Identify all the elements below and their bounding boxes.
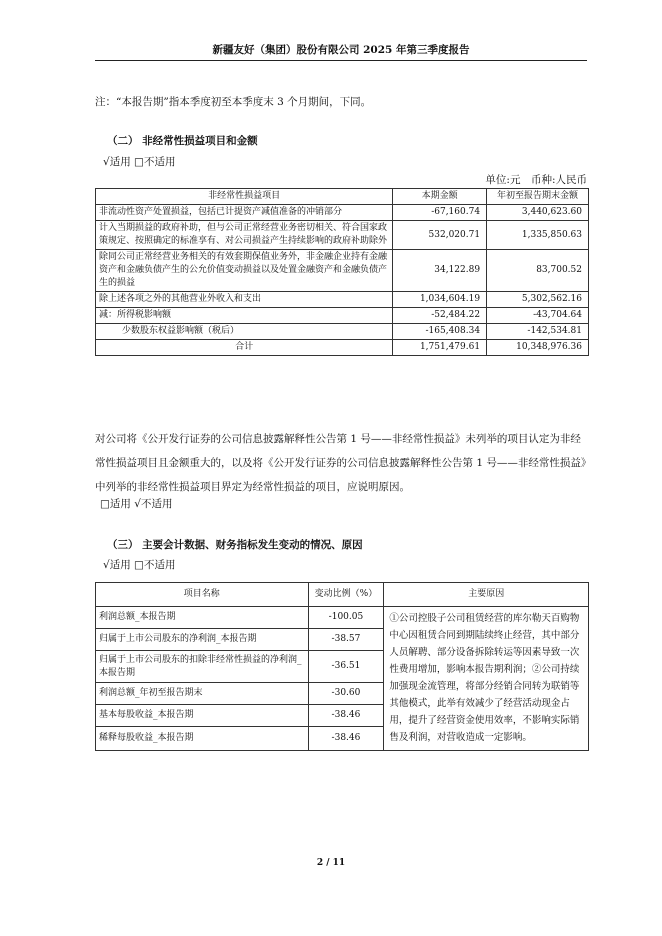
- row-ratio: -38.57: [308, 629, 384, 651]
- row-ytd: 10,348,976.36: [487, 340, 589, 356]
- nonrecurring-table: [95, 188, 589, 356]
- row-current: -52,484.22: [393, 308, 487, 324]
- period-note: 注：“本报告期”指本季度初至本季度末 3 个月期间，下同。: [95, 96, 372, 108]
- explanation-paragraph: 对公司将《公开发行证券的公司信息披露解释性公告第 1 号——非经常性损益》未列举的项目认定为非经常性损益项目且金额重大的，以及将《公开发行证券的公司信息披露解释性公告第 1 号——非经常性损益》中列举的非经常性损益项目界定为经常性损益的项目，应说明原因。: [95, 433, 587, 493]
- row-ratio: -38.46: [308, 705, 384, 727]
- row-item: 基本每股收益_本报告期: [96, 705, 309, 727]
- row-ratio: -30.60: [308, 683, 384, 705]
- page-number: 2 / 11: [316, 858, 346, 868]
- row-item: 归属于上市公司股东的扣除非经常性损益的净利润_本报告期: [96, 651, 309, 683]
- row-current: -165,408.34: [393, 324, 487, 340]
- table-row: [96, 250, 589, 292]
- row-item: 少数股东权益影响额（税后）: [96, 324, 393, 340]
- applicable-check-changes: √适用 □不适用: [103, 559, 176, 571]
- row-current: 34,122.89: [393, 250, 487, 292]
- column-header: 变动比例（%）: [308, 583, 384, 607]
- row-current: 1,751,479.61: [393, 340, 487, 356]
- row-current: -67,160.74: [393, 205, 487, 221]
- row-item: 非流动性资产处置损益，包括已计提资产减值准备的冲销部分: [96, 205, 393, 221]
- row-ytd: 5,302,562.16: [487, 292, 589, 308]
- section-title-changes: （三） 主要会计数据、财务指标发生变动的情况、原因: [107, 539, 363, 551]
- row-item: 除上述各项之外的其他营业外收入和支出: [96, 292, 393, 308]
- column-header: 非经常性损益项目: [96, 189, 393, 205]
- table-row: [96, 292, 589, 308]
- unit-label: 单位:元 币种:人民币: [485, 174, 587, 186]
- row-current: 1,034,604.19: [393, 292, 487, 308]
- changes-table: [95, 582, 589, 751]
- row-ytd: 1,335,850.63: [487, 221, 589, 250]
- applicable-check-paragraph: □适用 √不适用: [100, 498, 173, 510]
- table-row: [96, 607, 589, 629]
- row-ratio: -36.51: [308, 651, 384, 683]
- row-item: 减：所得税影响额: [96, 308, 393, 324]
- row-item: 归属于上市公司股东的净利润_本报告期: [96, 629, 309, 651]
- row-item: 稀释每股收益_本报告期: [96, 727, 309, 751]
- table-row: [96, 324, 589, 340]
- main-reason-cell: ①公司控股子公司租赁经营的库尔勒天百购物中心因租赁合同到期陆续终止经营，其中部分人员解聘、部分设备拆除转运等因素导致一次性费用增加，影响本报告期利润；②公司持续加强现金流管理，将部分经销合同转为联销等其他模式，此举有效减少了经营活动现金占用，提升了经营资金使用效率，不影响实际销售及利润，对营收造成一定影响。: [384, 607, 589, 751]
- table-row: [96, 308, 589, 324]
- table-row: [96, 221, 589, 250]
- page-header: 新疆友好（集团）股份有限公司 2025 年第三季度报告: [95, 42, 587, 61]
- column-header: 主要原因: [384, 583, 589, 607]
- row-ytd: 83,700.52: [487, 250, 589, 292]
- row-ytd: -43,704.64: [487, 308, 589, 324]
- row-ratio: -38.46: [308, 727, 384, 751]
- row-item: 除同公司正常经营业务相关的有效套期保值业务外，非金融企业持有金融资产和金融负债产生的公允价值变动损益以及处置金融资产和金融负债产生的损益: [96, 250, 393, 292]
- table-header-row: [96, 583, 589, 607]
- row-item: 利润总额_本报告期: [96, 607, 309, 629]
- row-ytd: -142,534.81: [487, 324, 589, 340]
- table-total-row: [96, 340, 589, 356]
- column-header: 本期金额: [393, 189, 487, 205]
- row-ytd: 3,440,623.60: [487, 205, 589, 221]
- row-ratio: -100.05: [308, 607, 384, 629]
- row-current: 532,020.71: [393, 221, 487, 250]
- row-item: 利润总额_年初至报告期末: [96, 683, 309, 705]
- column-header: 项目名称: [96, 583, 309, 607]
- table-header-row: [96, 189, 589, 205]
- table-row: [96, 205, 589, 221]
- section-title-nonrecurring: （二） 非经常性损益项目和金额: [107, 135, 258, 147]
- applicable-check-nonrecurring: √适用 □不适用: [103, 156, 176, 168]
- row-item: 计入当期损益的政府补助，但与公司正常经营业务密切相关、符合国家政策规定、按照确定的标准享有、对公司损益产生持续影响的政府补助除外: [96, 221, 393, 250]
- row-item: 合计: [96, 340, 393, 356]
- column-header: 年初至报告期末金额: [487, 189, 589, 205]
